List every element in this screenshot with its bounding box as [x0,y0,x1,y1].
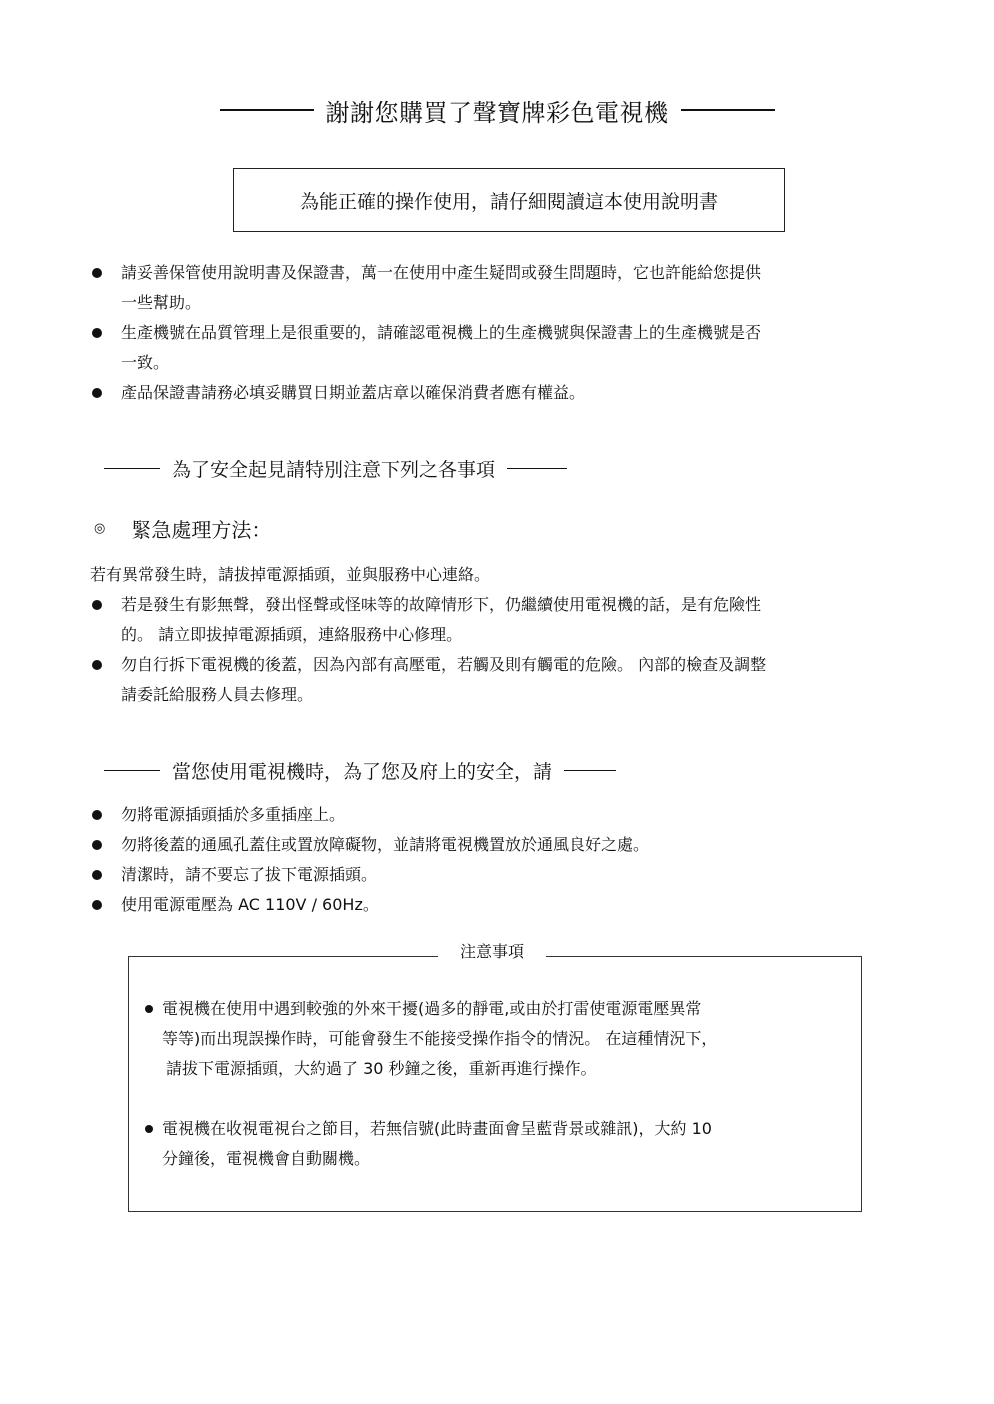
list-item [0,890,921,920]
bullet-icon [92,328,102,338]
usage-section-title: 當您使用電視機時，為了您及府上的安全，請 [172,760,553,783]
section-rule-left [104,468,160,469]
list-item [0,650,921,710]
bullet-icon [92,600,102,610]
title-rule-left [220,109,314,111]
list-item [0,258,921,318]
notice-item-text: 分鐘後，電視機會自動關機。 [162,1149,371,1168]
page-title-row [0,88,994,132]
emergency-text: 若有異常發生時，請拔掉電源插頭，並與服務中心連絡。 [90,565,491,584]
notice-label: 注意事項 [438,940,546,964]
bullet-icon [145,1125,153,1133]
emergency-heading [90,514,271,542]
notice-item-text: 等等)而出現誤操作時，可能會發生不能接受操作指令的情況。 在這種情況下， [162,1029,718,1048]
bullet-icon [92,900,102,910]
list-item-text: 產品保證書請務必填妥購買日期並蓋店章以確保消費者應有權益。 [121,383,586,402]
usage-bullet-list [0,800,994,920]
list-item-text: 請委託給服務人員去修理。 [121,685,314,704]
safety-section-title: 為了安全起見請特別注意下列之各事項 [172,458,496,481]
list-item-text: 清潔時，請不要忘了拔下電源插頭。 [121,865,378,884]
page-title: 謝謝您購買了聲寶牌彩色電視機 [325,98,669,127]
notice-item-text: 電視機在收視電視台之節目，若無信號(此時畫面會呈藍背景或雜訊)，大約 10 [162,1119,712,1138]
list-item [0,378,921,408]
notice-item [162,1114,852,1174]
list-item-text: 一些幫助。 [121,293,202,312]
list-item-text: 勿自行拆下電視機的後蓋，因為內部有高壓電，若觸及則有觸電的危險。 內部的檢查及調整 [121,655,767,674]
read-manual-text: 為能正確的操作使用，請仔細閱讀這本使用說明書 [299,190,718,213]
usage-section-header [104,756,616,784]
bullet-icon [92,388,102,398]
emergency-title: 緊急處理方法： [131,517,272,542]
list-item [0,830,921,860]
list-item-text: 使用電源電壓為 AC 110V / 60Hz。 [121,895,379,914]
list-item-text: 生產機號在品質管理上是很重要的，請確認電視機上的生產機號與保證書上的生產機號是否 [121,323,762,342]
bullet-icon [145,1005,153,1013]
list-item-text: 勿將後蓋的通風孔蓋住或置放障礙物，並請將電視機置放於通風良好之處。 [121,835,650,854]
notice-item-text: 請拔下電源插頭，大約過了 30 秒鐘之後，重新再進行操作。 [166,1059,597,1078]
list-item-text: 的。 請立即拔掉電源插頭，連絡服務中心修理。 [121,625,463,644]
bullet-icon [92,870,102,880]
safety-section-header [104,454,567,482]
list-item [0,800,921,830]
bullet-icon [92,660,102,670]
bullet-icon [92,840,102,850]
list-item [0,860,921,890]
section-rule-left [104,770,160,771]
list-item-text: 勿將電源插頭插於多重插座上。 [121,805,346,824]
notice-item [162,994,852,1084]
safety-bullet-list [0,590,994,710]
emergency-mark-icon: ◎ [94,520,106,536]
bullet-icon [92,810,102,820]
intro-bullet-list [0,258,994,408]
notice-item-text: 電視機在使用中遇到較強的外來干擾(過多的靜電,或由於打雷使電源電壓異常 [162,999,702,1018]
list-item-text: 若是發生有影無聲，發出怪聲或怪味等的故障情形下，仍繼續使用電視機的話，是有危險性 [121,595,762,614]
list-item [0,318,921,378]
list-item [0,590,921,650]
section-rule-right [507,468,567,469]
title-rule-right [681,109,775,111]
list-item-text: 請妥善保管使用說明書及保證書，萬一在使用中產生疑問或發生問題時，它也許能給您提供 [121,263,762,282]
list-item-text: 一致。 [121,353,170,372]
section-rule-right [564,770,616,771]
bullet-icon [92,268,102,278]
read-manual-box [233,168,785,232]
